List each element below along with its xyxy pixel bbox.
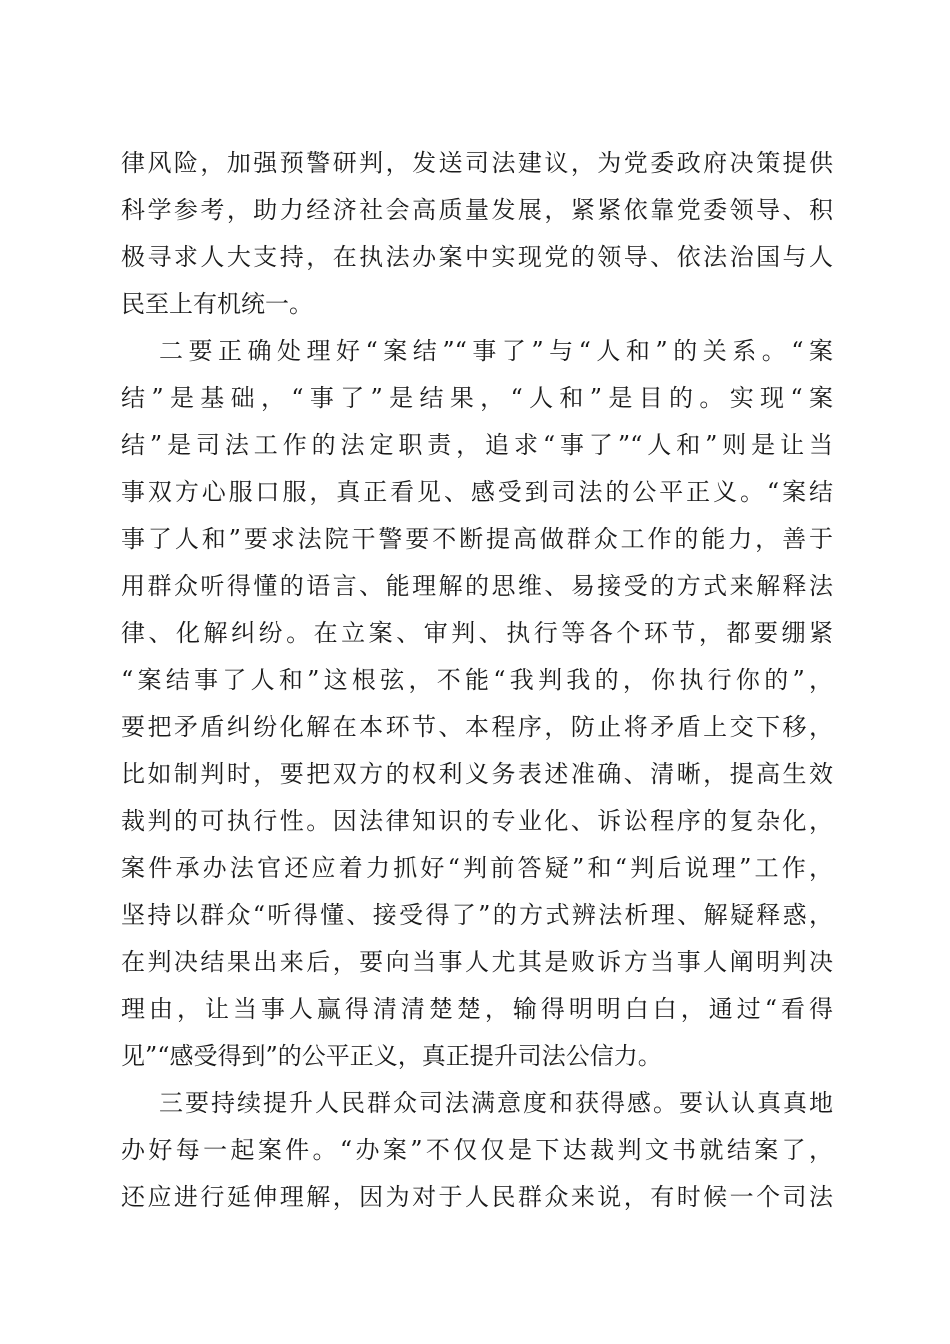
- text-line: 结”是基础，“事了”是结果，“人和”是目的。实现“案: [121, 384, 833, 412]
- text-line: 要把矛盾纠纷化解在本环节、本程序，防止将矛盾上交下移，: [121, 713, 833, 741]
- text-line: 律风险，加强预警研判，发送司法建议，为党委政府决策提供: [121, 149, 833, 177]
- text-line: 裁判的可执行性。因法律知识的专业化、诉讼程序的复杂化，: [121, 807, 833, 835]
- text-line: 办好每一起案件。“办案”不仅仅是下达裁判文书就结案了，: [121, 1136, 833, 1164]
- paragraph-three: [121, 1080, 833, 1221]
- text-line: 用群众听得懂的语言、能理解的思维、易接受的方式来解释法: [121, 572, 833, 600]
- text-line: 理由，让当事人赢得清清楚楚，输得明明白白，通过“看得: [121, 995, 833, 1023]
- text-line: 比如制判时，要把双方的权利义务表述准确、清晰，提高生效: [121, 760, 833, 788]
- text-line: 案件承办法官还应着力抓好“判前答疑”和“判后说理”工作，: [121, 854, 833, 882]
- text-line: 二要正确处理好“案结”“事了”与“人和”的关系。“案: [159, 337, 833, 365]
- text-line: 还应进行延伸理解，因为对于人民群众来说，有时候一个司法: [121, 1183, 833, 1211]
- document-body: [121, 140, 833, 1221]
- text-line: “案结事了人和”这根弦，不能“我判我的，你执行你的”，: [121, 666, 833, 694]
- text-line: 坚持以群众“听得懂、接受得了”的方式辨法析理、解疑释惑，: [121, 901, 833, 929]
- text-line: 极寻求人大支持，在执法办案中实现党的领导、依法治国与人: [121, 243, 833, 271]
- text-line: 科学参考，助力经济社会高质量发展，紧紧依靠党委领导、积: [121, 196, 833, 224]
- text-line: 在判决结果出来后，要向当事人尤其是败诉方当事人阐明判决: [121, 948, 833, 976]
- text-line: 事双方心服口服，真正看见、感受到司法的公平正义。“案结: [121, 478, 833, 506]
- text-line: 民至上有机统一。: [121, 290, 313, 318]
- text-line: 事了人和”要求法院干警要不断提高做群众工作的能力，善于: [121, 525, 833, 553]
- text-line: 律、化解纠纷。在立案、审判、执行等各个环节，都要绷紧: [121, 619, 833, 647]
- paragraph-two: [121, 328, 833, 1080]
- text-line: 结”是司法工作的法定职责，追求“事了”“人和”则是让当: [121, 431, 833, 459]
- paragraph-continuation: [121, 140, 833, 328]
- text-line: 三要持续提升人民群众司法满意度和获得感。要认认真真地: [159, 1089, 833, 1117]
- text-line: 见”“感受得到”的公平正义，真正提升司法公信力。: [121, 1042, 662, 1070]
